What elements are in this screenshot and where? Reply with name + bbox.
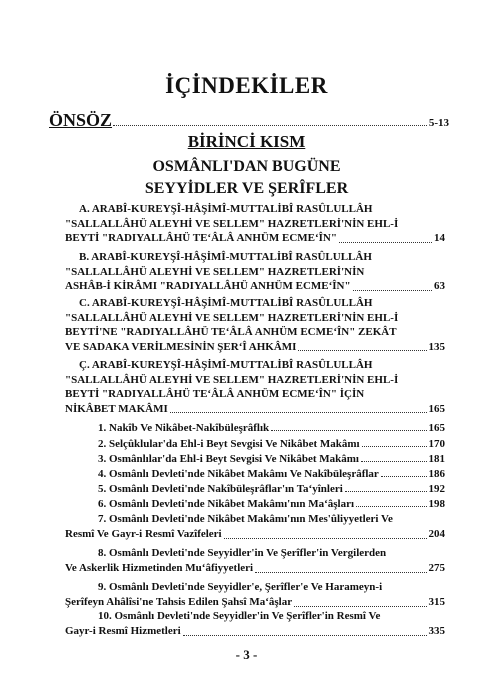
subitem-page: 315 (428, 596, 445, 608)
section-line-text: "SALLALLÂHÜ ALEYHİ VE SELLEM" HAZRETLERİ'NİN EHL-İ (65, 217, 399, 230)
onsoz-page: 5-13 (428, 117, 449, 129)
section-line (65, 231, 445, 246)
section-line (65, 387, 445, 402)
toc-subitem (65, 495, 445, 510)
subitem-text: 9. Osmânlı Devleti'nde Seyyidler'e, Şerîfler'e Ve Harameyn-i (98, 581, 383, 593)
section-line (65, 358, 445, 373)
subitem-page: 186 (428, 468, 445, 480)
page-number: - 3 - (235, 647, 258, 662)
dot-leader (356, 506, 426, 507)
dot-leader (271, 430, 426, 431)
toc-subitem (65, 450, 445, 465)
subitem-text: 4. Osmânlı Devleti'nde Nikâbet Makâmı Ve Nakîbüleşrâflar (98, 468, 379, 480)
subitem-page: 165 (428, 422, 445, 434)
dot-leader (298, 340, 426, 352)
subitem-line (65, 624, 445, 639)
subitem-page: 204 (428, 528, 445, 540)
dot-leader (255, 561, 426, 573)
page-title: İÇİNDEKİLER (165, 73, 328, 98)
subitem-page: 181 (428, 453, 445, 465)
subitem-text: 7. Osmânlı Devleti'nde Nikâbet Makâmı'nın Mes'ûliyyetleri Ve (98, 513, 393, 525)
subitem-line (65, 512, 445, 527)
subitem-text: 3. Osmânlılar'da Ehl-i Beyt Sevgisi Ve Nikâbet Makâmı (98, 453, 359, 465)
subitem-line (65, 546, 445, 561)
section-page: 165 (428, 402, 445, 415)
subitem-text: Resmî Ve Gayr-i Resmî Vazîfeleri (65, 528, 222, 540)
subitem-page: 335 (428, 625, 445, 637)
section-line (65, 311, 445, 326)
section-line (65, 402, 445, 417)
subitem-text: 10. Osmânlı Devleti'nde Seyyidler'in Ve Şerîfler'in Resmî Ve (98, 610, 381, 622)
section-line (65, 202, 445, 217)
subitem-text: 1. Nakîb Ve Nikâbet-Nakîbüleşrâflık (98, 422, 270, 434)
subitem-page: 275 (428, 562, 445, 574)
subitem-text: 8. Osmânlı Devleti'nde Seyyidler'in Ve Şerîfler'in Vergilerden (98, 547, 387, 559)
section-line-text: "SALLALLÂHÜ ALEYHİ VE SELLEM" HAZRETLERİ'NİN EHL-İ (65, 373, 399, 386)
section-line-text: VE SADAKA VERİLMESİNİN ŞER‘Î AHKÂMI (65, 340, 297, 353)
section-line (65, 279, 445, 294)
subitem-page: 170 (428, 438, 445, 450)
onsoz-label: ÖNSÖZ (49, 110, 113, 130)
toc-section-c-cedilla (65, 358, 445, 416)
section-line-text: BEYTİ "RADIYALLÂHÜ TE‘ÂLÂ ANHÜM ECME‘ÎN" İÇİN (65, 388, 365, 401)
subitem-line (65, 595, 445, 610)
subitem-text: 6. Osmânlı Devleti'nde Nikâbet Makâmı'nın Ma‘âşları (98, 498, 355, 510)
subitem-text: Gayr-i Resmî Hizmetleri (65, 625, 181, 637)
subitem-line (65, 527, 445, 542)
dot-leader (362, 446, 427, 447)
dot-leader (361, 461, 427, 462)
toc-section-a (65, 202, 445, 246)
dot-leader (113, 125, 427, 126)
section-line-text: "SALLALLÂHÜ ALEYHİ VE SELLEM" HAZRETLERİ'NİN (65, 265, 365, 278)
section-line-text: "SALLALLÂHÜ ALEYHİ VE SELLEM" HAZRETLERİ'NİN EHL-İ (65, 311, 399, 324)
part-subtitle-1: OSMÂNLI'DAN BUGÜNE (152, 158, 341, 175)
section-line-text: NİKÂBET MAKÂMI (65, 402, 168, 415)
section-line (65, 265, 445, 280)
section-line-text: A. ARABÎ-KUREYŞÎ-HÂŞİMÎ-MUTTALİBÎ RASÛLULLÂH (79, 203, 373, 215)
subitem-line (65, 580, 445, 595)
toc-section-b (65, 250, 445, 294)
section-line-text: B. ARABÎ-KUREYŞÎ-HÂŞİMÎ-MUTTALİBÎ RASÛLULLÂH (79, 251, 372, 263)
section-line (65, 325, 445, 340)
dot-leader (224, 527, 427, 539)
section-page: 135 (428, 340, 445, 353)
toc-subitem (65, 419, 445, 434)
section-line-text: BEYTİ "RADIYALLÂHÜ TE‘ÂLÂ ANHÜM ECME‘ÎN" (65, 232, 337, 245)
toc-subitem (65, 465, 445, 480)
dot-leader (170, 402, 427, 414)
section-line-text: C. ARABÎ-KUREYŞÎ-HÂŞİMÎ-MUTTALİBÎ RASÛLULLÂH (79, 297, 373, 309)
toc-subitem-multiline (65, 546, 445, 576)
toc-subitem-multiline (65, 580, 445, 610)
toc-section-c (65, 296, 445, 354)
toc-subitem-multiline (65, 512, 445, 542)
toc-subitem (65, 480, 445, 495)
subitem-text: Ve Askerlik Hizmetinden Mu‘âfiyyetleri (65, 562, 254, 574)
subitem-text: 2. Selçûklular'da Ehl-i Beyt Sevgisi Ve Nikâbet Makâmı (98, 438, 360, 450)
section-page: 63 (434, 280, 445, 293)
dot-leader (294, 595, 426, 607)
section-line (65, 340, 445, 355)
dot-leader (353, 279, 432, 291)
section-page: 14 (434, 232, 445, 245)
toc-subitem-multiline (65, 609, 445, 639)
part-subtitle-2: SEYYİDLER VE ŞERÎFLER (144, 180, 349, 197)
dot-leader (381, 476, 427, 477)
section-line-text: ASHÂB-İ KİRÂMI "RADIYALLÂHÜ ANHÜM ECME‘ÎN" (65, 280, 351, 293)
toc-subitem (65, 435, 445, 450)
section-line (65, 373, 445, 388)
section-line (65, 296, 445, 311)
section-line-text: BEYTİ'NE "RADIYALLÂHÜ TE‘ÂLÂ ANHÜM ECME‘ÎN" ZEKÂT (65, 326, 397, 339)
toc-entry-onsoz (49, 109, 449, 131)
subitem-page: 192 (428, 483, 445, 495)
dot-leader (339, 231, 432, 243)
section-line-text: Ç. ARABÎ-KUREYŞÎ-HÂŞİMÎ-MUTTALİBÎ RASÛLULLÂH (79, 359, 373, 371)
dot-leader (183, 624, 427, 636)
subitem-text: 5. Osmânlı Devleti'nde Nakîbüleşrâflar'ın Ta‘yînleri (98, 483, 343, 495)
subitem-text: Şerîfeyn Ahâlîsi'ne Tahsis Edilen Şahsî Ma‘âşlar (65, 596, 293, 608)
dot-leader (345, 491, 427, 492)
subitem-line (65, 609, 445, 624)
subitem-line (65, 561, 445, 576)
section-line (65, 217, 445, 232)
subitem-page: 198 (428, 498, 445, 510)
part-heading: BİRİNCİ KISM (187, 132, 306, 151)
section-line (65, 250, 445, 265)
